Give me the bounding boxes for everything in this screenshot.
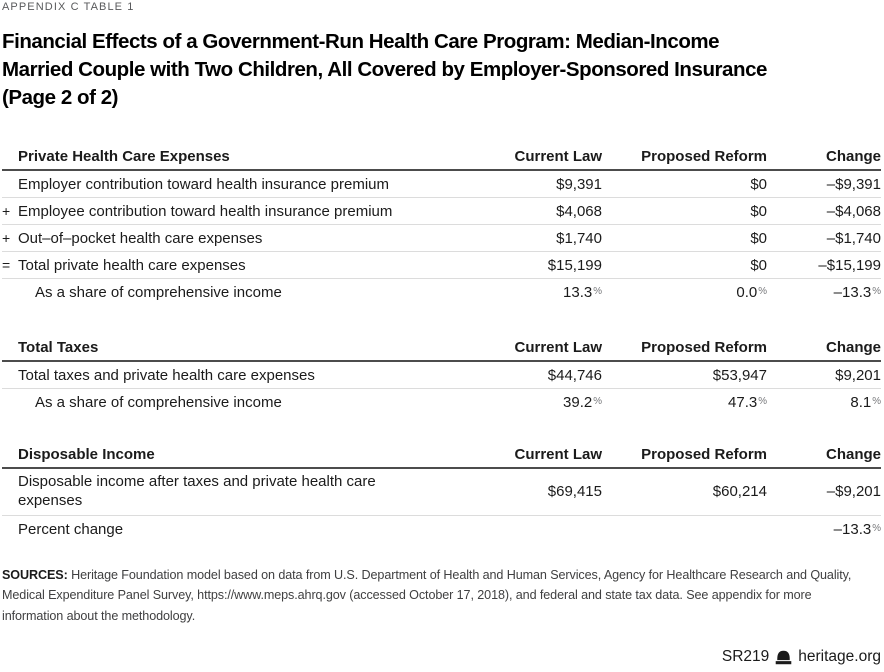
cell-value: $0 <box>750 256 767 274</box>
row-marker: + <box>2 203 11 219</box>
cell-value: 47.3% <box>728 394 767 411</box>
column-header: Change <box>825 445 881 463</box>
table-row <box>2 516 881 543</box>
column-header: Current Law <box>514 445 602 463</box>
cell-value: $9,391 <box>556 175 602 193</box>
percent-sign: % <box>758 286 767 298</box>
cell-value: –13.3% <box>833 520 881 538</box>
row-label: As a share of comprehensive income <box>35 284 282 301</box>
cell-value: 8.1% <box>850 394 881 411</box>
site-text: heritage.org <box>798 648 881 665</box>
column-header: Proposed Reform <box>641 147 767 165</box>
row-label: Total private health care expenses <box>18 256 246 274</box>
cell-value: 0.0% <box>736 284 767 301</box>
liberty-bell-icon <box>775 650 792 665</box>
row-marker: + <box>2 230 11 246</box>
table-section-title: Total Taxes <box>18 338 99 356</box>
table-row <box>2 252 881 279</box>
cell-value: $60,214 <box>712 483 767 501</box>
percent-sign: % <box>872 522 881 534</box>
row-label: As a share of comprehensive income <box>35 394 282 411</box>
table-row <box>2 469 881 516</box>
cell-value: –$9,391 <box>826 175 881 193</box>
table-header-row <box>2 145 881 171</box>
table-private-health-care-expenses <box>2 145 881 306</box>
row-label: Total taxes and private health care expenses <box>18 366 315 384</box>
cell-value: $4,068 <box>556 202 602 220</box>
row-label: Employer contribution toward health insurance premium <box>18 175 390 193</box>
column-header: Current Law <box>514 338 602 356</box>
table-section-title: Disposable Income <box>18 445 155 463</box>
page-footer <box>722 648 881 666</box>
cell-value: –$4,068 <box>826 202 881 220</box>
table-header-row <box>2 443 881 469</box>
cell-value: $15,199 <box>547 256 602 274</box>
table-row <box>2 389 881 416</box>
table-row <box>2 279 881 306</box>
cell-value: –$1,740 <box>826 229 881 247</box>
column-header: Current Law <box>514 147 602 165</box>
cell-value: $69,415 <box>547 483 602 501</box>
row-marker: = <box>2 257 11 273</box>
sources-text: Heritage Foundation model based on data from U.S. Department of Health and Human Services, Agency for Healthcare Research and Quality, Medical Expenditure Panel Survey, https://www.meps.ahrq.gov (accessed October 17, 2018), and federal and state tax data. See appendix for more information about the methodology. <box>2 567 852 623</box>
cell-value: $44,746 <box>547 366 602 384</box>
cell-value: $0 <box>750 175 767 193</box>
report-id: SR219 <box>721 648 770 665</box>
row-label: Disposable income after taxes and private health care expenses <box>18 473 376 509</box>
column-header: Change <box>825 147 881 165</box>
table-total-taxes <box>2 336 881 416</box>
percent-sign: % <box>593 396 602 408</box>
cell-value: –13.3% <box>833 284 881 301</box>
row-label: Out–of–pocket health care expenses <box>18 229 263 247</box>
page-title-line-1: Financial Effects of a Government-Run Health Care Program: Median-Income <box>2 30 720 53</box>
table-row <box>2 198 881 225</box>
table-row <box>2 171 881 198</box>
table-disposable-income <box>2 443 881 543</box>
table-row <box>2 362 881 389</box>
cell-value: $9,201 <box>835 366 881 384</box>
page-title-line-2: Married Couple with Two Children, All Covered by Employer-Sponsored Insurance <box>2 58 767 81</box>
appendix-table-label: APPENDIX C TABLE 1 <box>2 1 135 13</box>
cell-value: $1,740 <box>556 229 602 247</box>
cell-value: $0 <box>750 202 767 220</box>
sources-label: SOURCES: <box>2 567 68 582</box>
cell-value: $0 <box>750 229 767 247</box>
row-label: Employee contribution toward health insurance premium <box>18 202 393 220</box>
page-title <box>2 28 881 112</box>
column-header: Proposed Reform <box>641 338 767 356</box>
column-header: Proposed Reform <box>641 445 767 463</box>
cell-value: 39.2% <box>563 394 602 411</box>
percent-sign: % <box>872 286 881 298</box>
percent-sign: % <box>872 396 881 408</box>
row-label: Percent change <box>18 520 124 538</box>
cell-value: –$9,201 <box>826 483 881 501</box>
column-header: Change <box>825 338 881 356</box>
table-row <box>2 225 881 252</box>
sources-note <box>2 565 864 627</box>
percent-sign: % <box>593 286 602 298</box>
percent-sign: % <box>758 396 767 408</box>
cell-value: 13.3% <box>563 284 602 301</box>
cell-value: $53,947 <box>712 366 767 384</box>
cell-value: –$15,199 <box>818 256 881 274</box>
table-section-title: Private Health Care Expenses <box>18 147 230 165</box>
page-title-line-3: (Page 2 of 2) <box>2 86 119 109</box>
table-header-row <box>2 336 881 362</box>
